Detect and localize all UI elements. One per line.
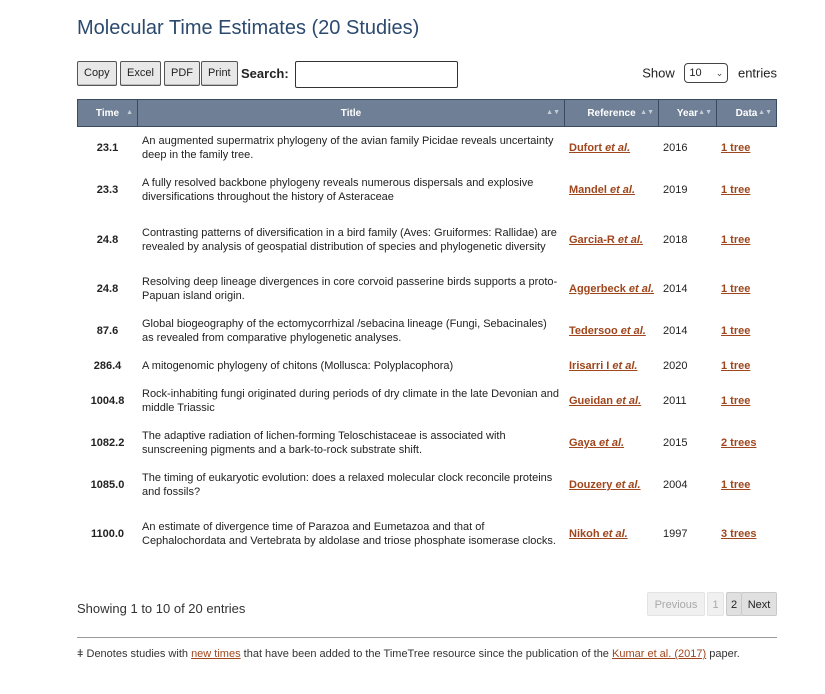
year-cell: 2020 — [663, 360, 688, 372]
data-cell — [717, 380, 777, 422]
title-cell: Resolving deep lineage divergences in core corvoid passerine birds supports a proto-Papuan island origin. — [142, 276, 558, 302]
studies-table — [77, 99, 777, 562]
time-cell: 1082.2 — [90, 437, 125, 449]
title-cell: The timing of eukaryotic evolution: does a relaxed molecular clock reconcile proteins and fossils? — [142, 472, 553, 498]
time-cell: 87.6 — [96, 325, 119, 337]
previous-page-button[interactable]: Previous — [647, 592, 705, 616]
reference-link[interactable]: Gaya et al. — [569, 437, 625, 449]
title-cell: Contrasting patterns of diversification in a bird family (Aves: Gruiformes: Rallidae) are revealed by analysis of geospatial distribution of species and phylogenetic diversity — [142, 226, 557, 253]
title-cell: A fully resolved backbone phylogeny reveals numerous dispersals and explosive diversifications throughout the history of Asteraceae — [142, 177, 534, 203]
sort-icon: ▲▼ — [698, 109, 712, 116]
table-row — [77, 464, 777, 506]
page-1-button[interactable]: 1 — [707, 592, 724, 616]
time-cell: 286.4 — [93, 360, 122, 372]
table-row — [77, 169, 777, 211]
reference-cell — [565, 211, 659, 268]
data-link[interactable]: 1 tree — [721, 479, 751, 491]
table-row — [77, 211, 777, 268]
time-cell: 24.8 — [96, 283, 119, 295]
print-button[interactable]: Print — [201, 61, 238, 86]
column-header-time[interactable]: Time ▲ — [77, 99, 138, 127]
year-cell: 2016 — [663, 142, 688, 154]
reference-link[interactable]: Irisarri I et al. — [569, 360, 638, 372]
footnote-text: Denotes studies with — [86, 648, 188, 660]
data-link[interactable]: 1 tree — [721, 142, 751, 154]
footnote-text: paper. — [709, 648, 740, 660]
entries-select-value: 10 — [689, 67, 702, 80]
reference-link[interactable]: Gueidan et al. — [569, 395, 642, 407]
data-cell — [717, 506, 777, 562]
year-cell: 2004 — [663, 479, 688, 491]
column-header-title[interactable]: Title ▲▼ — [138, 99, 565, 127]
table-row — [77, 422, 777, 464]
data-cell — [717, 169, 777, 211]
year-cell: 2011 — [663, 395, 687, 407]
data-link[interactable]: 3 trees — [721, 528, 757, 540]
reference-cell — [565, 380, 659, 422]
entries-label: entries — [737, 65, 777, 81]
search-label: Search: — [241, 66, 289, 81]
sort-icon: ▲▼ — [640, 109, 654, 116]
kumar-2017-link[interactable]: Kumar et al. (2017) — [612, 648, 707, 660]
title-cell: Rock-inhabiting fungi originated during periods of dry climate in the late Devonian and middle Triassic — [142, 388, 560, 414]
table-row — [77, 380, 777, 422]
year-cell: 1997 — [663, 528, 688, 540]
data-cell — [717, 352, 777, 380]
excel-button[interactable]: Excel — [120, 61, 161, 86]
reference-cell — [565, 169, 659, 211]
table-row — [77, 310, 777, 352]
footnote-symbol: ǂ — [77, 648, 84, 660]
time-cell: 23.1 — [96, 142, 119, 154]
title-cell: The adaptive radiation of lichen-forming Teloschistaceae is associated with sunscreening pigments and a bark-to-rock substrate shift. — [142, 430, 506, 456]
reference-link[interactable]: Aggerbeck et al. — [569, 283, 654, 295]
page-title: Molecular Time Estimates (20 Studies) — [77, 17, 420, 39]
title-cell: Global biogeography of the ectomycorrhizal /sebacina lineage (Fungi, Sebacinales) as revealed from comparative phylogenetic analyses. — [142, 318, 547, 344]
data-link[interactable]: 1 tree — [721, 325, 751, 337]
table-row — [77, 268, 777, 310]
next-page-button[interactable]: Next — [741, 592, 777, 616]
reference-cell — [565, 464, 659, 506]
chevron-down-icon: ⌄ — [715, 68, 724, 78]
data-link[interactable]: 1 tree — [721, 184, 751, 196]
table-row — [77, 506, 777, 562]
time-cell: 24.8 — [96, 233, 119, 246]
entries-select[interactable] — [684, 63, 728, 83]
table-info: Showing 1 to 10 of 20 entries — [77, 601, 246, 616]
reference-link[interactable]: Mandel et al. — [569, 184, 636, 196]
year-cell: 2018 — [663, 233, 688, 246]
reference-cell — [565, 422, 659, 464]
title-cell: A mitogenomic phylogeny of chitons (Mollusca: Polyplacophora) — [142, 360, 454, 372]
data-link[interactable]: 1 tree — [721, 395, 751, 407]
table-row — [77, 127, 777, 169]
data-cell — [717, 268, 777, 310]
reference-cell — [565, 506, 659, 562]
search-input[interactable] — [295, 61, 458, 88]
reference-link[interactable]: Douzery et al. — [569, 479, 641, 491]
show-label: Show — [642, 65, 675, 81]
table-row — [77, 352, 777, 380]
title-cell: An augmented supermatrix phylogeny of the avian family Picidae reveals uncertainty deep in the family tree. — [142, 135, 554, 161]
table-header-row — [77, 99, 777, 127]
pdf-button[interactable]: PDF — [164, 61, 200, 86]
data-cell — [717, 422, 777, 464]
time-cell: 1100.0 — [90, 528, 125, 540]
sort-icon: ▲ — [126, 109, 133, 116]
reference-link[interactable]: Tedersoo et al. — [569, 325, 646, 337]
column-header-reference[interactable]: Reference ▲▼ — [565, 99, 659, 127]
year-cell: 2019 — [663, 184, 688, 196]
reference-cell — [565, 310, 659, 352]
time-cell: 23.3 — [96, 184, 119, 196]
sort-icon: ▲▼ — [546, 109, 560, 116]
data-cell — [717, 211, 777, 268]
footnote — [77, 643, 777, 666]
reference-link[interactable]: Nikoh et al. — [569, 528, 628, 540]
footnote-text: that have been added to the TimeTree resource since the publication of the — [243, 648, 609, 660]
sort-icon: ▲▼ — [758, 109, 772, 116]
reference-link[interactable]: Dufort et al. — [569, 142, 631, 154]
table-toolbar — [77, 61, 777, 87]
data-cell — [717, 464, 777, 506]
year-cell: 2014 — [663, 325, 688, 337]
data-cell — [717, 310, 777, 352]
time-cell: 1085.0 — [90, 479, 125, 491]
page-2-button[interactable]: 2 — [726, 592, 742, 616]
data-cell — [717, 127, 777, 169]
entries-length-control — [642, 63, 777, 83]
data-link[interactable]: 2 trees — [721, 437, 757, 449]
reference-link[interactable]: Garcia-R et al. — [569, 233, 643, 246]
year-cell: 2015 — [663, 437, 688, 449]
data-link[interactable]: 1 tree — [721, 233, 751, 246]
divider — [77, 637, 777, 638]
reference-cell — [565, 352, 659, 380]
column-header-year[interactable]: Year ▲▼ — [659, 99, 717, 127]
copy-button[interactable]: Copy — [77, 61, 117, 86]
reference-cell — [565, 268, 659, 310]
data-link[interactable]: 1 tree — [721, 360, 751, 372]
new-times-link[interactable]: new times — [191, 648, 241, 660]
reference-cell — [565, 127, 659, 169]
title-cell: An estimate of divergence time of Parazoa and Eumetazoa and that of Cephalochordata and Vertebrata by aldolase and triose phosphate isomerase clocks. — [142, 521, 556, 547]
time-cell: 1004.8 — [90, 395, 125, 407]
year-cell: 2014 — [663, 283, 688, 295]
data-link[interactable]: 1 tree — [721, 283, 751, 295]
column-header-data[interactable]: Data ▲▼ — [717, 99, 777, 127]
